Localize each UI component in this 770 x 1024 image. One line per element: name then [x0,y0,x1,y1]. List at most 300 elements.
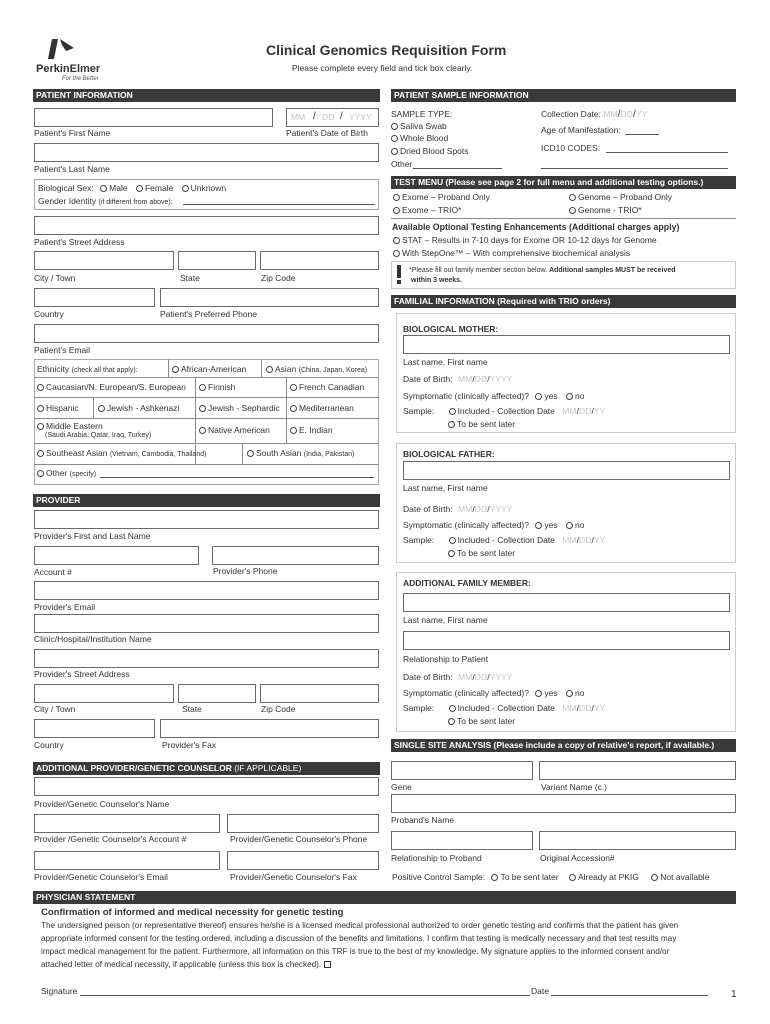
eth-mediterranean-label: Mediterranean [299,403,354,413]
physician-text-line-4: attached letter of medical necessity, if applicable (unless this box is checked). [41,960,322,969]
positive-pkig-radio[interactable] [569,874,576,881]
mother-dob-row [403,374,513,384]
provider-country-input[interactable] [34,719,155,738]
genome-trio-option[interactable] [569,205,642,215]
mother-sample-label: Sample: [403,406,435,416]
eth-finnish-label: Finnish [208,382,236,392]
eth-row-line-3 [34,418,379,419]
stepone-label: With StepOne™ – With comprehensive biochemical analysis [402,248,631,258]
additional-provider-note: (IF APPLICABLE) [234,763,302,773]
icd10-label: ICD10 CODES: [541,143,601,153]
eth-caucasian-option[interactable] [37,382,186,392]
additional-dob-dd[interactable]: DD [474,672,488,682]
additional-yes-radio[interactable] [535,690,542,697]
additional-symptomatic-label: Symptomatic (clinically affected)? [403,688,529,698]
exome-trio-radio[interactable] [393,207,400,214]
bio-sex-label: Biological Sex: [38,183,94,193]
physician-text-line-3: impact medical management for the patient. Furthermore, all information on this TRF is true to the best of my knowledge. My signature applies to the informed consent and/or [41,947,670,956]
variant-input[interactable] [539,761,736,780]
physician-text-line-1: The undersigned person (or representative thereof) ensures he/she is a licensed medical professional authorized to order genetic testing and confirms that the patient has given [41,921,679,930]
sample-whole-blood-radio[interactable] [391,135,398,142]
eth-finnish-radio[interactable] [199,384,206,391]
sample-saliva-radio[interactable] [391,123,398,130]
form-title: Clinical Genomics Requisition Form [266,42,507,58]
provider-state-input[interactable] [178,684,256,703]
collection-yy[interactable]: YY [635,109,648,119]
additional-later-radio[interactable] [448,718,455,725]
eth-col-line-2 [261,359,262,377]
mother-yes-label: yes [544,391,558,401]
provider-name-input[interactable] [34,510,379,529]
eth-asian-note: (China, Japan, Korea) [298,367,368,374]
patient-city-label: City / Town [34,273,76,283]
provider-clinic-input[interactable] [34,614,379,633]
counselor-account-label: Provider /Genetic Counselor's Account # [34,834,187,844]
sample-other-label: Other [391,159,413,169]
mother-dob-sep-2: / [487,374,490,384]
family-note-c: within 3 weeks. [411,277,462,284]
family-note-box [391,261,736,289]
collection-mm[interactable]: MM [603,109,618,119]
provider-fax-label: Provider's Fax [162,740,217,750]
additional-later-option[interactable] [448,716,515,726]
bio-sex-unknown-radio[interactable] [182,185,189,192]
form-subtitle: Please complete every field and tick box clearly. [292,63,473,73]
eth-row-line-1 [34,377,379,378]
signature-line[interactable] [80,995,530,996]
exome-proband-option[interactable] [393,192,490,202]
father-dob-dd[interactable]: DD [474,504,488,514]
mother-symptomatic-label: Symptomatic (clinically affected)? [403,391,529,401]
genome-proband-label: Genome – Proband Only [578,192,673,202]
patient-phone-label: Patient's Preferred Phone [160,309,258,319]
additional-member-name-input[interactable] [403,593,730,612]
patient-dob-label: Patient's Date of Birth [286,128,368,138]
test-menu-divider [391,218,736,219]
bio-sex-male-radio[interactable] [100,185,107,192]
father-coll-mm[interactable]: MM [562,535,577,545]
familial-header: FAMILIAL INFORMATION (Required with TRIO orders) [391,295,736,308]
date-label: Date [531,986,549,996]
patient-last-name-input[interactable] [34,143,379,162]
eth-ashkenazi-label: Jewish - Ashkenazi [107,403,180,413]
counselor-fax-input[interactable] [227,851,379,870]
mother-name-label: Last name, First name [403,357,488,367]
additional-member-name-label: Last name, First name [403,615,488,625]
age-manifestation-line[interactable] [625,134,659,135]
counselor-account-input[interactable] [34,814,220,833]
mother-dob-sep-1: / [472,374,475,384]
single-site-header: SINGLE SITE ANALYSIS (Please include a copy of relative's report, if available.) [391,739,736,752]
additional-provider-title: ADDITIONAL PROVIDER/GENETIC COUNSELOR [36,763,232,773]
exception-checkbox[interactable] [324,961,331,968]
patient-state-label: State [180,273,200,283]
collection-dd[interactable]: DD [620,109,634,119]
family-note-b: Additional samples MUST be received [549,267,676,274]
eth-other-option[interactable] [37,468,96,478]
patient-zip-label: Zip Code [261,273,296,283]
variant-label: Variant Name (c.) [541,782,607,792]
patient-country-input[interactable] [34,288,155,307]
eth-sephardic-radio[interactable] [199,405,206,412]
eth-seasian-radio[interactable] [37,450,44,457]
relationship-proband-label: Relationship to Proband [391,853,482,863]
father-name-label: Last name, First name [403,483,488,493]
positive-na-label: Not available [660,872,710,882]
provider-fax-input[interactable] [160,719,379,738]
father-name-input[interactable] [403,461,730,480]
positive-control-row [392,872,709,882]
provider-city-input[interactable] [34,684,174,703]
eth-finnish-option[interactable] [199,382,235,392]
counselor-name-label: Provider/Genetic Counselor's Name [34,799,170,809]
counselor-phone-input[interactable] [227,814,379,833]
icd10-line-1[interactable] [606,152,728,153]
positive-later-label: To be sent later [500,872,559,882]
test-menu-header: TEST MENU (Please see page 2 for full menu and additional testing options.) [391,176,736,189]
physician-header: PHYSICIAN STATEMENT [33,891,736,904]
eth-ashkenazi-radio[interactable] [98,405,105,412]
eth-native-option[interactable] [199,425,270,435]
exome-proband-label: Exome – Proband Only [402,192,490,202]
gene-label: Gene [391,782,412,792]
provider-country-label: Country [34,740,64,750]
eth-hispanic-label: Hispanic [46,403,79,413]
proband-name-label: Proband's Name [391,815,455,825]
father-later-radio[interactable] [448,550,455,557]
additional-coll-dd[interactable]: DD [579,703,592,713]
eth-caucasian-label: Caucasian/N. European/S. European [46,382,186,392]
mother-coll-sep-2: / [591,406,594,416]
family-note-a: *Please fill out family member section below. [409,267,548,274]
icd10-line-2[interactable] [541,168,728,169]
brand-tagline: For the Better [62,76,99,82]
additional-provider-header [33,762,380,775]
gender-identity-note: (if different from above): [98,199,173,206]
eth-african-radio[interactable] [172,366,179,373]
eth-hispanic-option[interactable] [37,403,79,413]
physician-text-line-4-row [41,960,331,969]
patient-country-label: Country [34,309,64,319]
additional-dob-row [403,672,513,682]
positive-control-label: Positive Control Sample: [392,872,486,882]
father-included-radio[interactable] [449,537,456,544]
father-included-label: Included - Collection Date [457,535,555,545]
eth-col-line-1 [168,359,169,377]
counselor-name-input[interactable] [34,777,379,796]
date-line[interactable] [551,995,708,996]
counselor-fax-label: Provider/Genetic Counselor's Fax [230,872,357,882]
sample-dried-blood-option[interactable] [391,146,469,156]
patient-dob-sep-1: / [313,111,316,122]
mother-included-radio[interactable] [449,408,456,415]
father-no-label: no [574,520,585,530]
eth-southasian-label: South Asian [256,448,302,458]
father-coll-sep-2: / [591,535,594,545]
father-sample-row [403,535,605,545]
provider-account-input[interactable] [34,546,199,565]
eth-french-radio[interactable] [290,384,297,391]
additional-member-relationship-input[interactable] [403,631,730,650]
additional-dob-sep-2: / [487,672,490,682]
eth-hispanic-radio[interactable] [37,405,44,412]
eth-mideast-radio[interactable] [37,423,44,430]
gender-identity-label: Gender Identity [38,196,97,206]
collection-sep-2: / [633,109,636,120]
stat-label: STAT – Results in 7-10 days for Exome OR 10-12 days for Genome [402,235,657,245]
sample-saliva-option[interactable] [391,121,447,131]
ethnicity-label: Ethnicity [37,364,70,374]
mother-heading: BIOLOGICAL MOTHER: [403,324,499,334]
father-coll-sep-1: / [576,535,580,545]
physician-heading: Confirmation of informed and medical necessity for genetic testing [41,907,344,918]
proband-name-input[interactable] [391,794,736,813]
additional-member-heading: ADDITIONAL FAMILY MEMBER: [403,578,531,588]
provider-state-label: State [182,704,202,714]
patient-dob-sep-2: / [340,111,343,122]
mother-coll-mm[interactable]: MM [562,406,577,416]
patient-city-input[interactable] [34,251,174,270]
gene-input[interactable] [391,761,533,780]
provider-phone-input[interactable] [212,546,379,565]
eth-african-label: African-American [181,364,247,374]
additional-dob-mm[interactable]: MM [457,672,473,682]
family-note-line-1 [409,267,676,274]
additional-sample-row [403,703,605,713]
eth-mideast-note: (Saudi Arabia, Qatar, Iraq, Turkey) [45,432,152,439]
father-dob-yyyy[interactable]: YYYY [489,504,513,514]
exome-trio-option[interactable] [393,205,461,215]
positive-na-radio[interactable] [651,874,658,881]
patient-first-name-label: Patient's First Name [34,128,111,138]
eth-seasian-note: (Vietnam, Cambodia, Thailand) [109,451,207,458]
mother-sample-row [403,406,605,416]
mother-included-label: Included - Collection Date [457,406,555,416]
patient-first-name-input[interactable] [34,108,273,127]
additional-dob-label: Date of Birth: [403,672,453,682]
eth-mideast-option[interactable] [37,421,103,431]
eth-col-line-5 [93,397,94,418]
original-accession-label: Original Accession# [540,853,615,863]
mother-coll-dd[interactable]: DD [579,406,592,416]
father-dob-label: Date of Birth: [403,504,453,514]
eth-row-line-5 [34,464,379,465]
father-later-option[interactable] [448,548,515,558]
page-number: 1 [731,989,737,1000]
patient-phone-input[interactable] [160,288,379,307]
additional-coll-yy[interactable]: YY [593,703,606,713]
bio-sex-unknown-label: Unknown [190,183,227,193]
gender-identity-row [38,196,173,206]
genome-proband-option[interactable] [569,192,672,202]
eth-eindian-label: E. Indian [299,425,333,435]
eth-eindian-option[interactable] [290,425,333,435]
patient-state-input[interactable] [178,251,256,270]
patient-email-label: Patient's Email [34,345,90,355]
mother-later-label: To be sent later [457,419,516,429]
eth-french-label: French Canadian [299,382,365,392]
mother-name-input[interactable] [403,335,730,354]
collection-date-label: Collection Date: [541,109,602,119]
eth-other-line[interactable] [100,477,374,478]
father-later-label: To be sent later [457,548,516,558]
additional-sample-label: Sample: [403,703,435,713]
provider-header: PROVIDER [33,494,380,507]
mother-later-radio[interactable] [448,421,455,428]
eth-sephardic-label: Jewish - Sephardic [208,403,280,413]
eth-eindian-radio[interactable] [290,427,297,434]
additional-coll-sep-2: / [591,703,594,713]
provider-street-label: Provider's Street Address [34,669,130,679]
brand-name: PerkinElmer [36,63,101,75]
provider-account-label: Account # [34,567,72,577]
eth-col-line-4 [286,377,287,443]
stepone-option[interactable] [393,248,630,258]
collection-sep-1: / [617,109,621,120]
gender-identity-line[interactable] [183,204,375,205]
father-yes-radio[interactable] [535,522,542,529]
additional-later-label: To be sent later [457,716,516,726]
father-symptomatic-label: Symptomatic (clinically affected)? [403,520,529,530]
eth-sephardic-option[interactable] [199,403,280,413]
eth-seasian-option[interactable] [37,448,206,458]
stat-option[interactable] [393,235,657,245]
positive-later-radio[interactable] [491,874,498,881]
eth-ashkenazi-option[interactable] [98,403,179,413]
mother-dob-yyyy[interactable]: YYYY [489,374,513,384]
patient-zip-input[interactable] [260,251,379,270]
father-coll-yy[interactable]: YY [593,535,606,545]
bio-sex-female-label: Female [144,183,174,193]
father-dob-mm[interactable]: MM [457,504,473,514]
provider-street-input[interactable] [34,649,379,668]
exome-trio-label: Exome – TRIO* [402,205,462,215]
patient-dob-yyyy: YYYY [349,112,373,122]
additional-included-label: Included - Collection Date [457,703,555,713]
provider-email-label: Provider's Email [34,602,96,612]
additional-symptomatic-row [403,688,584,698]
father-heading: BIOLOGICAL FATHER: [403,449,495,459]
patient-dob-dd: DD [322,112,335,122]
relationship-proband-input[interactable] [391,831,533,850]
genome-trio-label: Genome - TRIO* [578,205,642,215]
patient-info-header: PATIENT INFORMATION [33,89,380,102]
mother-later-option[interactable] [448,419,515,429]
stat-radio[interactable] [393,237,400,244]
positive-pkig-label: Already at PKIG [577,872,639,882]
mother-dob-dd[interactable]: DD [474,374,488,384]
eth-asian-label: Asian [275,364,297,374]
eth-native-radio[interactable] [199,427,206,434]
additional-no-radio[interactable] [566,690,573,697]
mother-no-radio[interactable] [566,393,573,400]
eth-row-line-2 [34,397,379,398]
genome-proband-radio[interactable] [569,194,576,201]
counselor-email-input[interactable] [34,851,220,870]
eth-southasian-radio[interactable] [247,450,254,457]
eth-asian-radio[interactable] [266,366,273,373]
eth-african-option[interactable] [172,364,246,374]
father-no-radio[interactable] [566,522,573,529]
bio-sex-male-label: Male [109,183,128,193]
ethnicity-note: (check all that apply): [71,367,138,374]
mother-coll-yy[interactable]: YY [593,406,606,416]
genome-trio-radio[interactable] [569,207,576,214]
mother-no-label: no [574,391,585,401]
provider-name-label: Provider's First and Last Name [34,531,151,541]
eth-mediterranean-option[interactable] [290,403,354,413]
sample-info-header: PATIENT SAMPLE INFORMATION [391,89,736,102]
eth-native-label: Native American [208,425,270,435]
physician-text-line-2: appropriate informed consent for the testing ordered, including a discussion of the benefits and limitations. I confirm that testing is medically necessary and that test results may [41,934,677,943]
eth-caucasian-radio[interactable] [37,384,44,391]
eth-row-line-4 [34,443,379,444]
provider-clinic-label: Clinic/Hospital/Institution Name [34,634,152,644]
eth-mediterranean-radio[interactable] [290,405,297,412]
sample-dried-blood-radio[interactable] [391,148,398,155]
stepone-radio[interactable] [393,250,400,257]
sample-saliva-label: Saliva Swab [400,121,447,131]
father-sample-label: Sample: [403,535,435,545]
age-manifestation-label: Age of Manifestation: [541,125,621,135]
mother-yes-radio[interactable] [535,393,542,400]
collection-date-row [541,109,647,120]
additional-yes-label: yes [544,688,558,698]
eth-other-note: (specify) [69,471,97,478]
father-dob-row [403,504,513,514]
eth-asian-option[interactable] [266,364,367,374]
father-symptomatic-row [403,520,584,530]
patient-street-label: Patient's Street Address [34,237,125,247]
additional-included-radio[interactable] [449,705,456,712]
warning-exclamation-icon [395,265,403,285]
bio-sex-row [38,183,226,193]
sample-other-line[interactable] [413,168,502,169]
sample-whole-blood-option[interactable] [391,133,448,143]
eth-french-option[interactable] [290,382,364,392]
exome-proband-radio[interactable] [393,194,400,201]
eth-other-radio[interactable] [37,470,44,477]
provider-zip-input[interactable] [260,684,379,703]
eth-southasian-note: (India, Pakistan) [303,451,355,458]
additional-member-relationship-label: Relationship to Patient [403,654,489,664]
mother-dob-mm[interactable]: MM [457,374,473,384]
eth-col-line-6 [242,443,243,464]
patient-email-input[interactable] [34,324,379,343]
bio-sex-female-radio[interactable] [136,185,143,192]
patient-last-name-label: Patient's Last Name [34,164,110,174]
additional-coll-mm[interactable]: MM [562,703,577,713]
original-accession-input[interactable] [539,831,736,850]
patient-dob-input[interactable] [286,108,379,127]
mother-coll-sep-1: / [576,406,580,416]
father-coll-dd[interactable]: DD [579,535,592,545]
counselor-email-label: Provider/Genetic Counselor's Email [34,872,168,882]
father-yes-label: yes [544,520,558,530]
provider-city-label: City / Town [34,704,76,714]
provider-phone-label: Provider's Phone [213,566,278,576]
mother-symptomatic-row [403,391,584,401]
additional-dob-sep-1: / [472,672,475,682]
additional-dob-yyyy[interactable]: YYYY [489,672,513,682]
eth-mideast-label: Middle Eastern [46,421,103,431]
provider-email-input[interactable] [34,581,379,600]
additional-coll-sep-1: / [576,703,580,713]
provider-zip-label: Zip Code [261,704,296,714]
patient-street-input[interactable] [34,216,379,235]
eth-other-label: Other [46,468,68,478]
eth-southasian-option[interactable] [247,448,354,458]
